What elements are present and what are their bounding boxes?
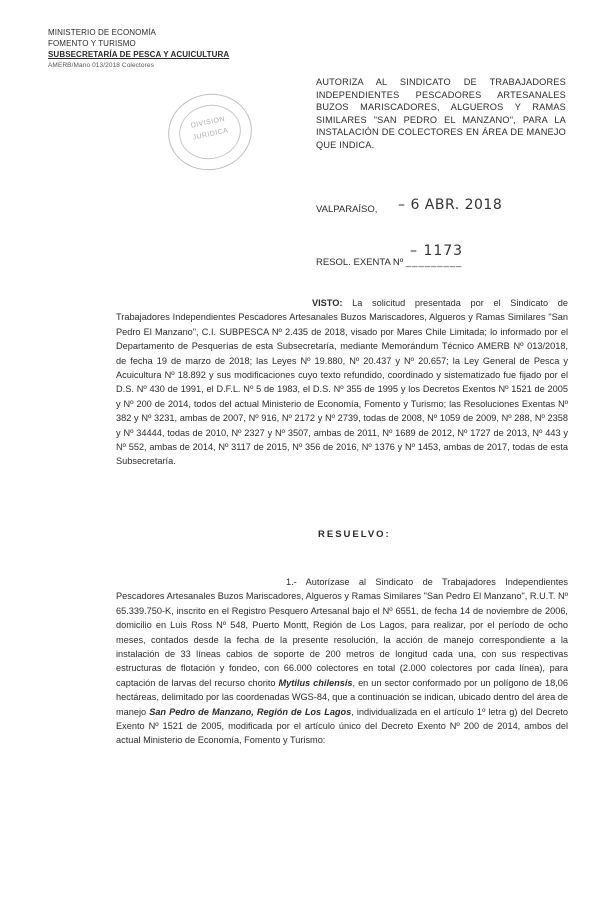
article-1-paragraph (116, 575, 568, 748)
undersecretariat-name: SUBSECRETARÍA DE PESCA Y ACUICULTURA (48, 50, 230, 59)
resolution-blank: _________ (405, 257, 463, 268)
management-area-name: San Pedro de Manzano, Región de Los Lagos (149, 706, 352, 717)
article-1-text-part3: , individualizada en el artículo 1º letra g) del Decreto Exento Nº 1521 de 2005, modificada por el artículo único del Decreto Exento Nº 200 de 2014, ambos del actual Ministerio de Economía, Fomento y Turismo: (116, 706, 568, 746)
visto-section (116, 296, 568, 469)
visto-text: La solicitud presentada por el Sindicato de Trabajadores Independientes Pescadores Artesanales Buzos Mariscadores, Algueros y Ramas Similares "San Pedro El Manzano", C.I. SUBPESCA Nº 2.435 de 2018, visado por Mares Chile Limitada; lo informado por el Departamento de Pesquerías de esta Subsecretaría, mediante Memorándum Técnico AMERB Nº 013/2018, de fecha 19 de marzo de 2018; las Leyes Nº 19.880, Nº 20.437 y Nº 20.657; la Ley General de Pesca y Acuicultura Nº 18.892 y sus modificaciones cuyo texto refundido, coordinado y sistematizado fue fijado por el D.S. Nº 430 de 1991, el D.F.L. Nº 5 de 1983, el D.S. Nº 355 de 1995 y los Decretos Exentos Nº 1521 de 2005 y Nº 200 de 2014, todos del actual Ministerio de Economía, Fomento y Turismo; las Resoluciones Exentas Nº 382 y Nº 3231, ambas de 2007, Nº 916, Nº 2172 y Nº 2739, todas de 2008, Nº 1059 de 2009, Nº 288, Nº 2358 y Nº 34444, todas de 2010, Nº 2327 y Nº 3507, ambas de 2011, Nº 1689 de 2012, Nº 1727 de 2013, Nº 443 y Nº 552, ambas de 2014, Nº 3117 de 2015, Nº 356 de 2016, Nº 1376 y Nº 1453, ambas de 2017, todas de esta Subsecretaría. (116, 298, 568, 467)
resolution-label: RESOL. EXENTA Nº (316, 257, 404, 268)
legal-division-stamp (161, 86, 259, 178)
place-label: VALPARAÍSO, (316, 204, 378, 215)
ministry-subtitle: FOMENTO Y TURISMO (48, 39, 136, 48)
letterhead (48, 27, 248, 71)
article-1-text-part2: , en un sector conformado por un polígono de 18,06 hectáreas, delimitado por las coordenadas WGS-84, que a continuación se indican, ubicado dentro del área de manejo (116, 677, 569, 717)
article-1-text-part1: Independientes Pescadores Artesanales Buzos Mariscadores, Algueros y Ramas Similares "San Pedro El Manzano", R.U.T. Nº 65.339.750-K, inscrito en el Registro Pesquero Artesanal bajo el Nº 6551, de fecha 14 de noviembre de 2006, domicilio en Luis Ross Nº 548, Puerto Montt, Región de Los Lagos, para realizar, por el período de ocho meses, contados desde la fecha de la presente resolución, la acción de manejo correspondiente a la instalación de 33 líneas cabios de soporte de 200 metros de longitud cada una, con sus respectivas estructuras de flotación y fondeo, con 66.000 colectores en total (2.000 colectores por cada línea), para captación de larvas del recurso chorito (116, 577, 569, 688)
ministry-name: MINISTERIO DE ECONOMÍA (48, 28, 156, 37)
document-reference: AMERB/Mano 013/2018 Colectores (48, 62, 154, 69)
handwritten-resolution-number: – 1173 (410, 243, 464, 259)
stamp-text-line2: JURIDICA (192, 127, 229, 142)
handwritten-date: – 6 ABR. 2018 (398, 197, 503, 213)
species-name: Mytilus chilensis (278, 677, 353, 688)
article-1-lead: 1.- Autorízase al Sindicato de Trabajadores (286, 577, 496, 587)
resolution-number-line (316, 257, 462, 268)
resuelvo-heading: RESUELVO: (318, 529, 391, 540)
resolution-title: AUTORIZA AL SINDICATO DE TRABAJADORES INDEPENDIENTES PESCADORES ARTESANALES BUZOS MARISCADORES, ALGUEROS Y RAMAS SIMILARES "SAN PEDRO EL MANZANO", PARA LA INSTALACIÓN DE COLECTORES EN ÁREA DE MANEJO QUE INDICA. (316, 77, 566, 150)
visto-heading: VISTO: (312, 298, 343, 308)
stamp-text-line1: DIVISION (190, 115, 226, 130)
